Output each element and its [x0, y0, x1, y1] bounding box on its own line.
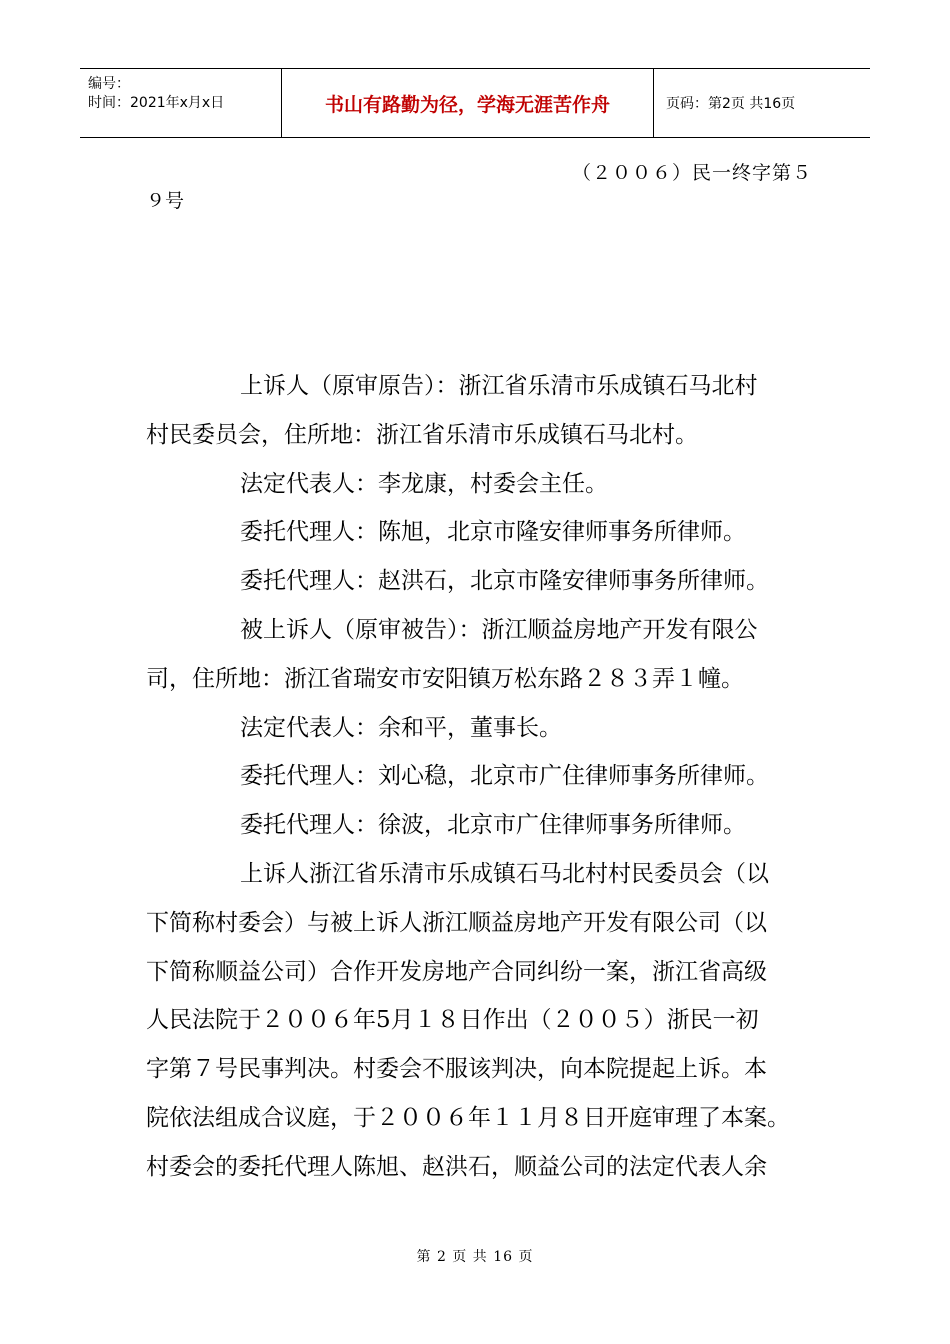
body-line: 村委会的委托代理人陈旭、赵洪石，顺益公司的法定代表人余 [146, 1153, 767, 1180]
body-line: 下简称村委会）与被上诉人浙江顺益房地产开发有限公司（以 [146, 909, 767, 936]
body-line: 委托代理人：徐波，北京市广住律师事务所律师。 [240, 812, 746, 839]
body-line: 委托代理人：赵洪石，北京市隆安律师事务所律师。 [240, 568, 769, 595]
body-line: 上诉人（原审原告）：浙江省乐清市乐成镇石马北村 [240, 373, 758, 399]
number-label: 编号： [88, 76, 130, 92]
document-body [146, 362, 806, 1192]
case-number-line1: （２００６）民一终字第５ [572, 162, 813, 184]
header-meta [80, 69, 282, 137]
body-line: 上诉人浙江省乐清市乐成镇石马北村村民委员会（以 [240, 860, 769, 887]
case-number-line2: ９号 [146, 190, 185, 212]
time-label: 时间：2021年x月x日 [88, 95, 225, 111]
body-line: 下简称顺益公司）合作开发房地产合同纠纷一案，浙江省高级 [146, 958, 767, 985]
body-line: 司，住所地：浙江省瑞安市安阳镇万松东路２８３弄１幢。 [146, 665, 744, 692]
header-page-info: 页码：第2页 共16页 [666, 96, 796, 112]
page-header [80, 68, 870, 138]
body-line: 村民委员会，住所地：浙江省乐清市乐成镇石马北村。 [146, 421, 698, 448]
body-line: 委托代理人：刘心稳，北京市广住律师事务所律师。 [240, 763, 769, 790]
body-line: 法定代表人：李龙康，村委会主任。 [240, 470, 608, 497]
body-line: 人民法院于２００６年5月１８日作出（２００５）浙民一初 [146, 1007, 759, 1034]
body-line: 被上诉人（原审被告）：浙江顺益房地产开发有限公 [240, 616, 758, 643]
body-line: 法定代表人：余和平，董事长。 [240, 714, 562, 741]
body-line: 委托代理人：陈旭，北京市隆安律师事务所律师。 [240, 519, 746, 546]
header-motto: 书山有路勤为径，学海无涯苦作舟 [282, 69, 654, 137]
body-line: 字第７号民事判决。村委会不服该判决，向本院提起上诉。本 [146, 1056, 767, 1083]
body-line: 院依法组成合议庭，于２００６年１１月８日开庭审理了本案。 [146, 1104, 790, 1131]
page-footer: 第 2 页 共 16 页 [416, 1249, 534, 1265]
